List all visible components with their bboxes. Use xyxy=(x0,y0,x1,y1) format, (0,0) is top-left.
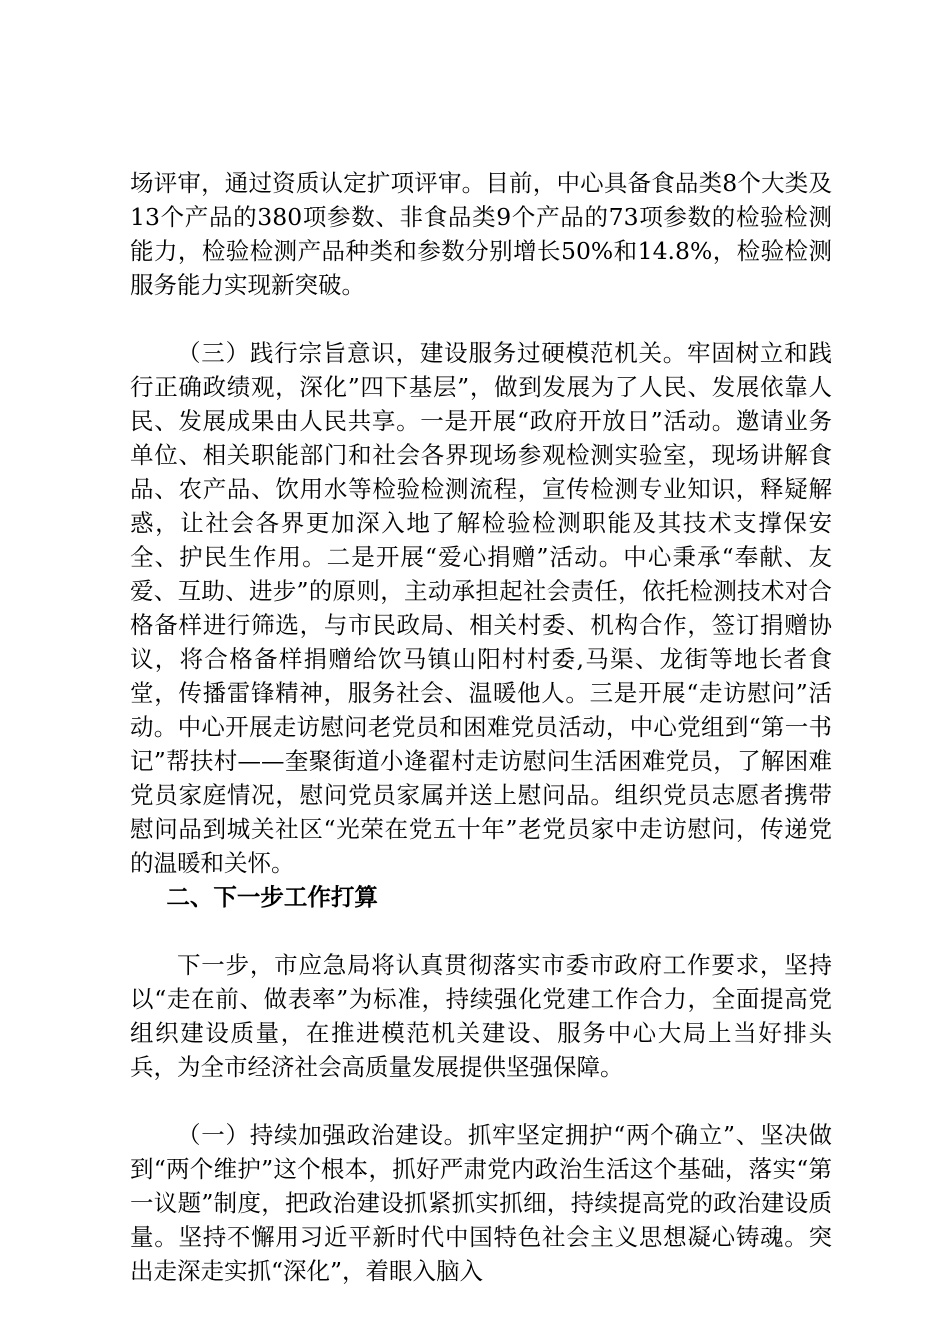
document-page xyxy=(130,166,832,1288)
paragraph-service-model-organ: （三）践行宗旨意识，建设服务过硬模范机关。牢固树立和践行正确政绩观，深化”四下基层”，做到发展为了人民、发展依靠人民、发展成果由人民共享。一是开展“政府开放日”活动。邀请业务单位、相关职能部门和社会各界现场参观检测实验室，现场讲解食品、农产品、饮用水等检验检测流程，宣传检测专业知识，释疑解惑，让社会各界更加深入地了解检验检测职能及其技术支撑保安全、护民生作用。二是开展“爱心捐赠”活动。中心秉承“奉献、友爱、互助、进步”的原则，主动承担起社会责任，依托检测技术对合格备样进行筛选，与市民政局、相关村委、机构合作，签订捐赠协议，将合格备样捐赠给饮马镇山阳村村委,马渠、龙街等地长者食堂，传播雷锋精神，服务社会、温暖他人。三是开展“走访慰问”活动。中心开展走访慰问老党员和困难党员活动，中心党组到“第一书记”帮扶村——奎聚街道小逄翟村走访慰问生活困难党员，了解困难党员家庭情况，慰问党员家属并送上慰问品。组织党员志愿者携带慰问品到城关社区“光荣在党五十年”老党员家中走访慰问，传递党的温暖和关怀。 xyxy=(130,339,832,877)
paragraph-next-steps-intro: 下一步，市应急局将认真贯彻落实市委市政府工作要求，坚持以“走在前、做表率”为标准，持续强化党建工作合力，全面提高党组织建设质量，在推进模范机关建设、服务中心大局上当好排头兵，为全市经济社会高质量发展提供坚强保障。 xyxy=(130,951,832,1081)
paragraph-testing-capability: 场评审，通过资质认定扩项评审。目前，中心具备食品类8个大类及13个产品的380项参数、非食品类9个产品的73项参数的检验检测能力，检验检测产品种类和参数分别增长50%和14.8%，检验检测服务能力实现新突破。 xyxy=(130,169,832,299)
paragraph-political-construction: （一）持续加强政治建设。抓牢坚定拥护“两个确立”、坚决做到“两个维护”这个根本，抓好严肃党内政治生活这个基础，落实“第一议题”制度，把政治建设抓紧抓实抓细，持续提高党的政治建设质量。坚持不懈用习近平新时代中国特色社会主义思想凝心铸魂。突出走深走实抓“深化”，着眼入脑入 xyxy=(130,1121,832,1285)
section-heading-next-steps: 二、下一步工作打算 xyxy=(166,883,378,911)
